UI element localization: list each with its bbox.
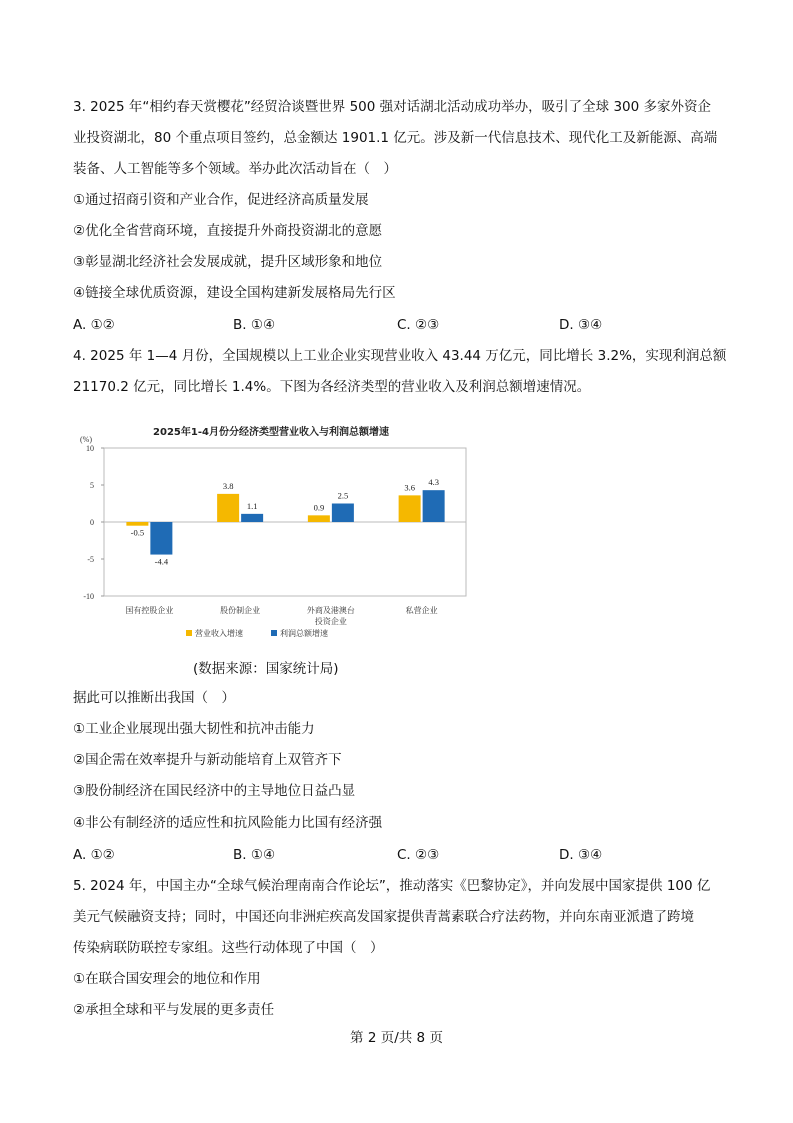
q4-prompt: 据此可以推断出我国（ ） [73, 690, 235, 706]
q3-option-d[interactable]: D. ③④ [559, 317, 603, 333]
x-tick-label: 外商及港澳台 [306, 606, 355, 615]
bar-revenue [126, 522, 148, 526]
q3-statement-1: ①通过招商引资和产业合作，促进经济高质量发展 [73, 192, 369, 208]
data-label: 3.6 [404, 482, 415, 493]
q4-statement-4: ④非公有制经济的适应性和抗风险能力比国有经济强 [73, 815, 383, 831]
legend-label: 利润总额增速 [280, 629, 328, 638]
data-label: 3.8 [222, 480, 234, 491]
q5-stem-line-1: 5. 2024 年，中国主办“全球气候治理南南合作论坛”，推动落实《巴黎协定》，并向发展中国家提供 100 亿 [73, 878, 711, 894]
q5-stem-line-3: 传染病联防联控专家组。这些行动体现了中国（ ） [73, 940, 384, 956]
y-tick-label: 10 [86, 444, 94, 453]
q3-statement-2: ②优化全省营商环境，直接提升外商投资湖北的意愿 [73, 223, 383, 239]
q4-option-d[interactable]: D. ③④ [559, 847, 603, 863]
data-label: -0.5 [130, 527, 145, 538]
q4-option-b[interactable]: B. ①④ [233, 847, 276, 863]
x-tick-label: 投资企业 [314, 617, 347, 626]
bar-revenue [308, 515, 330, 522]
legend-swatch [186, 630, 192, 636]
q5-statement-1: ①在联合国安理会的地位和作用 [73, 971, 261, 987]
q5-statement-2: ②承担全球和平与发展的更多责任 [73, 1002, 275, 1018]
x-tick-label: 私营企业 [405, 606, 438, 615]
bar-revenue [217, 494, 239, 522]
q4-statement-1: ①工业企业展现出强大韧性和抗冲击能力 [73, 721, 315, 737]
q3-stem-line-3: 装备、人工智能等多个领域。举办此次活动旨在（ ） [73, 161, 397, 177]
x-tick-label: 国有控股企业 [125, 606, 174, 615]
x-tick-label: 股份制企业 [220, 606, 261, 615]
q4-stem-line-1: 4. 2025 年 1—4 月份，全国规模以上工业企业实现营业收入 43.44 万亿元，同比增长 3.2%，实现利润总额 [73, 348, 727, 364]
legend-label: 营业收入增速 [195, 629, 243, 638]
data-label: -4.4 [154, 556, 169, 567]
bar-revenue [399, 495, 421, 522]
data-label: 4.3 [428, 477, 439, 488]
page-footer: 第 2 页/共 8 页 [350, 1030, 443, 1046]
bar-profit [241, 514, 263, 522]
bar-profit [150, 522, 172, 555]
bar-profit [423, 490, 445, 522]
q4-statement-3: ③股份制经济在国民经济中的主导地位日益凸显 [73, 783, 356, 799]
chart-title: 2025年1-4月份分经济类型营业收入与利润总额增速 [153, 427, 389, 438]
y-tick-label: 0 [90, 518, 94, 527]
q3-option-c[interactable]: C. ②③ [397, 317, 440, 333]
q3-statement-3: ③彰显湖北经济社会发展成就，提升区域形象和地位 [73, 254, 383, 270]
data-label: 1.1 [246, 500, 258, 511]
y-tick-label: -5 [87, 555, 94, 564]
q3-option-a[interactable]: A. ①② [73, 317, 115, 333]
bar-chart-svg [75, 420, 467, 642]
q5-stem-line-2: 美元气候融资支持；同时，中国还向非洲疟疾高发国家提供青蒿素联合疗法药物，并向东南亚派遣了跨境 [73, 909, 694, 925]
q3-option-b[interactable]: B. ①④ [233, 317, 276, 333]
y-tick-label: -10 [83, 592, 94, 601]
q3-stem-line-2: 业投资湖北，80 个重点项目签约，总金额达 1901.1 亿元。涉及新一代信息技术、现代化工及新能源、高端 [73, 130, 718, 146]
y-tick-label: 5 [90, 481, 94, 490]
q4-option-a[interactable]: A. ①② [73, 847, 115, 863]
bar-chart [75, 420, 467, 642]
q4-option-c[interactable]: C. ②③ [397, 847, 440, 863]
legend-swatch [271, 630, 277, 636]
data-label: 0.9 [313, 502, 325, 513]
q3-statement-4: ④链接全球优质资源，建设全国构建新发展格局先行区 [73, 285, 396, 301]
bar-profit [332, 504, 354, 523]
data-label: 2.5 [337, 490, 349, 501]
y-axis-label: (%) [80, 435, 92, 444]
q3-stem-line-1: 3. 2025 年“相约春天赏樱花”经贸洽谈暨世界 500 强对话湖北活动成功举办，吸引了全球 300 多家外资企 [73, 99, 712, 115]
q4-stem-line-2: 21170.2 亿元，同比增长 1.4%。下图为各经济类型的营业收入及利润总额增速情况。 [73, 379, 591, 395]
q4-statement-2: ②国企需在效率提升与新动能培育上双管齐下 [73, 752, 342, 768]
chart-source-caption: (数据来源：国家统计局) [193, 661, 339, 677]
